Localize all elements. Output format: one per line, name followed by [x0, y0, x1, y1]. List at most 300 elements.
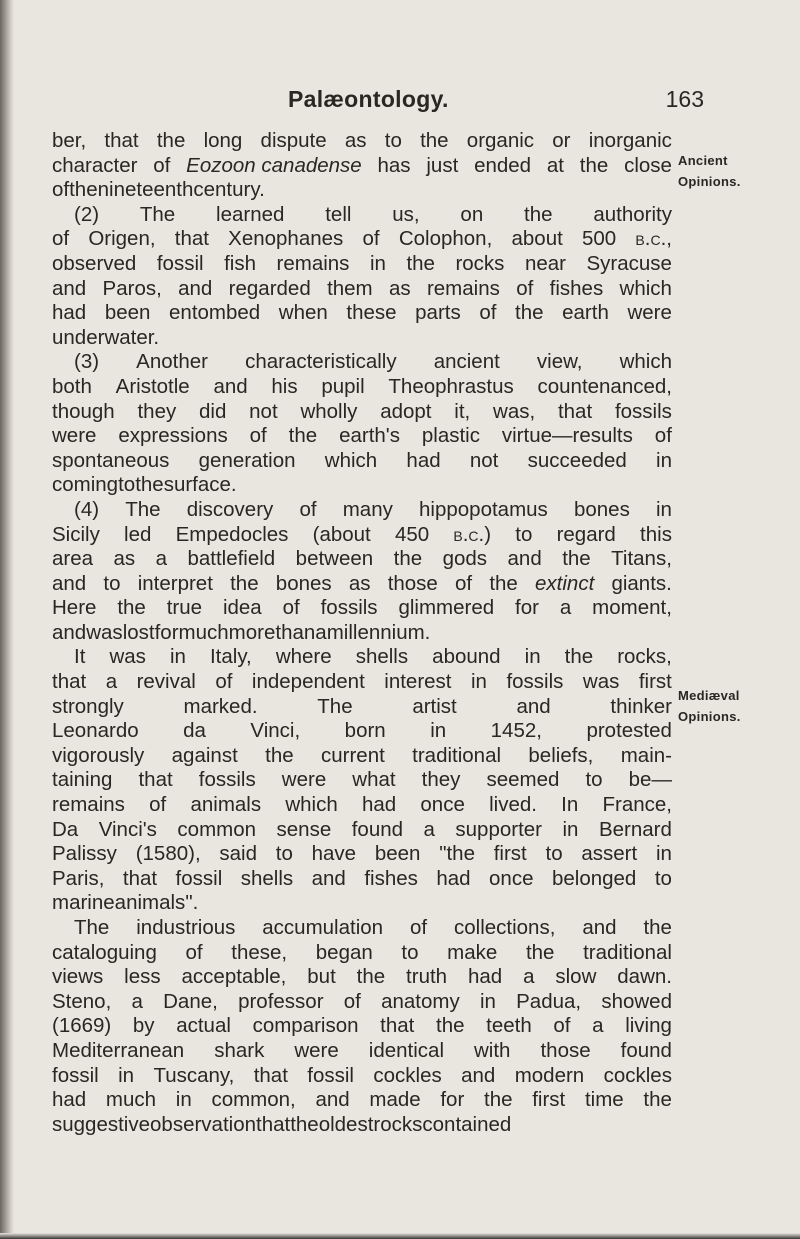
word: had — [436, 866, 471, 890]
word: (about — [312, 522, 371, 546]
text-line — [52, 227, 672, 252]
word: for — [440, 1088, 465, 1112]
word: a — [523, 965, 535, 989]
word: a — [592, 1014, 604, 1038]
margin-note-line: Opinions. — [678, 174, 741, 189]
word: abound — [432, 645, 501, 669]
text-line — [52, 375, 672, 400]
word: a — [423, 817, 435, 841]
word: the — [288, 424, 318, 448]
word: of — [455, 571, 473, 595]
word: glimmered — [398, 596, 495, 620]
word: that — [174, 227, 209, 251]
word: ) — [484, 522, 492, 546]
text-line — [52, 645, 672, 670]
word: traditional — [412, 743, 502, 767]
word: plastic — [421, 424, 480, 448]
word: Empedocles — [175, 522, 289, 546]
word: of — [149, 793, 167, 817]
word: fishes — [364, 866, 418, 890]
text-line — [52, 154, 672, 179]
word: that — [253, 1063, 288, 1087]
word: first — [532, 1088, 566, 1112]
word: fossils — [506, 670, 564, 694]
word: seemed — [486, 768, 560, 792]
word: "the — [439, 842, 475, 866]
page-bottom-edge — [0, 1233, 800, 1239]
word: once — [489, 866, 534, 890]
word: inorganic — [588, 129, 672, 152]
word: wholly — [300, 399, 358, 423]
word: ended — [474, 153, 532, 177]
word: Italy, — [209, 645, 252, 669]
margin-note-line: Opinions. — [678, 709, 741, 724]
word: belonged — [551, 866, 637, 890]
word: bones — [573, 497, 630, 521]
word: industrious — [136, 916, 236, 939]
word: adopt — [380, 399, 432, 423]
word: did — [199, 399, 227, 423]
word: character — [52, 153, 138, 177]
word: what — [352, 768, 396, 792]
word: Padua, — [516, 989, 582, 1013]
word: more — [228, 620, 276, 644]
word: the — [356, 965, 386, 989]
word: countenanced, — [537, 374, 672, 398]
word: Origen, — [88, 227, 156, 251]
word: water. — [104, 325, 160, 349]
word: and — [516, 694, 551, 718]
word: The — [139, 202, 176, 226]
word: and — [213, 374, 248, 398]
word: moment, — [592, 596, 672, 620]
word: marked. — [183, 694, 258, 718]
word: and — [178, 276, 213, 300]
word: remains — [276, 251, 350, 275]
word: as — [344, 129, 367, 152]
word: be— — [628, 768, 672, 792]
word: in — [656, 448, 672, 472]
word: common — [177, 817, 257, 841]
word: regard — [556, 522, 616, 546]
word: current — [320, 743, 385, 767]
word: and — [582, 916, 617, 939]
word: these, — [231, 940, 288, 964]
word: cockles — [603, 1063, 672, 1087]
word: modern — [514, 1063, 585, 1087]
word: the — [643, 916, 672, 939]
word: rocks — [455, 251, 505, 275]
word: of — [409, 916, 428, 939]
word: to — [118, 473, 136, 497]
word: France, — [602, 793, 672, 817]
word: had — [52, 301, 87, 325]
word: ber, — [52, 129, 87, 152]
word: surface. — [163, 473, 237, 497]
word: the — [579, 153, 609, 177]
word: the — [484, 1088, 513, 1112]
word: assert — [581, 842, 638, 866]
word: earth — [562, 301, 609, 325]
word: pupil — [321, 374, 365, 398]
word: and — [52, 571, 87, 595]
word: in — [118, 1063, 135, 1087]
word: artist — [412, 694, 457, 718]
word: truth — [406, 965, 448, 989]
word: rocks, — [617, 645, 672, 669]
text-line — [52, 1113, 672, 1138]
word: spontaneous — [52, 448, 170, 472]
word: it, — [454, 399, 471, 423]
word: the — [515, 301, 544, 325]
word: Mediterranean — [52, 1038, 185, 1062]
word: made — [369, 1088, 421, 1112]
text-line — [52, 473, 672, 498]
word: , — [666, 227, 672, 251]
word: animals — [190, 793, 262, 817]
word: in — [430, 719, 447, 743]
text-line — [52, 793, 672, 818]
word: tell — [325, 202, 352, 226]
word: fossil — [175, 866, 223, 890]
word: a — [315, 620, 327, 644]
word: have — [311, 842, 357, 866]
word: that — [52, 670, 87, 694]
word: that — [557, 399, 593, 423]
word: 450 — [394, 522, 430, 546]
word: revival — [136, 670, 196, 694]
word: in — [655, 842, 672, 866]
book-spine-shadow — [0, 0, 14, 1239]
word: cataloguing — [52, 940, 157, 964]
word: and — [315, 1088, 350, 1112]
word: Here — [52, 596, 97, 620]
word: Palissy — [52, 842, 117, 866]
word: dawn. — [617, 965, 672, 989]
word: regarded — [228, 276, 311, 300]
word: in — [169, 645, 186, 669]
small-caps-term: b.c. — [453, 522, 485, 546]
word: taining — [52, 768, 113, 792]
word: succeeded — [527, 448, 627, 472]
word: da — [183, 719, 206, 743]
word: a — [559, 596, 572, 620]
word: gods — [442, 547, 488, 571]
text-line — [52, 178, 672, 203]
word: entombed — [169, 301, 261, 325]
word: Paros, — [102, 276, 162, 300]
margin-note-ancient — [678, 153, 741, 189]
text-line — [52, 842, 672, 867]
text-line — [52, 867, 672, 892]
text-line — [52, 523, 672, 548]
margin-note-mediaeval — [678, 688, 741, 724]
word: were — [627, 301, 672, 325]
word: close — [624, 153, 672, 177]
word: professor — [238, 989, 324, 1013]
word: born — [344, 719, 386, 743]
text-line — [52, 326, 672, 351]
word: on — [460, 202, 484, 226]
word: the — [562, 547, 591, 571]
word: been — [104, 301, 151, 325]
word: make — [447, 940, 498, 964]
word: and — [52, 620, 87, 644]
italic-term: Eozoon canadense — [186, 153, 362, 177]
word: shells — [240, 866, 294, 890]
text-line — [52, 400, 672, 425]
word: supporter — [455, 817, 543, 841]
word: remains — [426, 276, 500, 300]
word: lost — [122, 620, 155, 644]
word: as — [388, 276, 411, 300]
word: was, — [493, 399, 536, 423]
page-number: 163 — [665, 86, 704, 112]
word: to — [585, 768, 603, 792]
word: Titans, — [611, 547, 672, 571]
word: for — [154, 620, 179, 644]
word: acceptable, — [181, 965, 287, 989]
word: had — [467, 965, 503, 989]
word: both — [52, 374, 92, 398]
word: were — [281, 768, 327, 792]
word: them — [327, 276, 373, 300]
word: found — [620, 1038, 672, 1062]
word: was — [86, 620, 123, 644]
word: for — [515, 596, 539, 620]
word: interest — [384, 670, 452, 694]
word: long — [203, 129, 243, 152]
word: Xenophanes — [228, 227, 344, 251]
word: those — [540, 1038, 591, 1062]
word: contained — [422, 1112, 512, 1136]
word: to — [654, 866, 672, 890]
word: against — [171, 743, 238, 767]
word: hippopotamus — [419, 497, 548, 521]
word — [453, 523, 491, 548]
word: in — [175, 1088, 192, 1112]
word: in — [562, 817, 579, 841]
word: Tuscany, — [153, 1063, 235, 1087]
word: shells — [355, 645, 409, 669]
word: once — [420, 793, 465, 817]
word: Sicily — [52, 522, 100, 546]
word: that — [122, 866, 158, 890]
text-line — [52, 670, 672, 695]
word: fossils — [320, 596, 378, 620]
text-line — [52, 277, 672, 302]
text-line — [52, 252, 672, 277]
word: accumulation — [262, 916, 384, 939]
text-line — [52, 1014, 672, 1039]
word: giants. — [611, 571, 672, 595]
word: a — [131, 989, 143, 1013]
word: (4) — [74, 497, 100, 521]
word: remains — [52, 793, 125, 817]
word: protested — [586, 719, 672, 743]
word: which — [619, 350, 672, 374]
page-header — [0, 86, 800, 120]
word: had — [406, 448, 441, 472]
word: much — [178, 620, 229, 644]
word: the — [290, 1112, 319, 1136]
word: or — [552, 129, 571, 152]
word: suggestive — [52, 1112, 151, 1136]
word — [115, 891, 199, 916]
body-text — [52, 129, 672, 1137]
word: but — [307, 965, 336, 989]
word: the — [524, 202, 553, 226]
text-line — [52, 818, 672, 843]
margin-note-line: Mediæval — [678, 688, 740, 703]
word: Vinci, — [250, 719, 301, 743]
word: less — [124, 965, 161, 989]
word: expressions — [118, 424, 228, 448]
word: in — [470, 670, 487, 694]
word: idea — [222, 596, 262, 620]
word: the — [420, 129, 449, 152]
word: of — [52, 178, 70, 202]
word: said — [219, 842, 258, 866]
text-line — [52, 424, 672, 449]
text-line — [52, 941, 672, 966]
word: beliefs, — [528, 743, 594, 767]
word: teeth — [486, 1014, 532, 1038]
word: ancient — [433, 350, 500, 374]
word: was — [582, 670, 620, 694]
word: found — [351, 817, 404, 841]
word: The — [74, 916, 110, 939]
word: the — [564, 645, 594, 669]
word: of — [249, 424, 267, 448]
word: not — [469, 448, 499, 472]
word: that — [380, 1014, 415, 1038]
word: was — [109, 645, 146, 669]
running-title: Palæontology. — [288, 86, 449, 112]
word: the — [406, 251, 435, 275]
word: interpret — [137, 571, 213, 595]
word: Syracuse — [586, 251, 672, 275]
word: earth's — [339, 424, 400, 448]
word: shark — [214, 1038, 265, 1062]
word: the — [156, 129, 186, 152]
text-line — [52, 129, 672, 154]
word: those — [387, 571, 438, 595]
word: organic — [466, 129, 535, 152]
word: 1452, — [490, 719, 542, 743]
word: parts — [415, 301, 461, 325]
word: to — [275, 842, 293, 866]
word: that — [256, 1112, 291, 1136]
word: learned — [216, 202, 285, 226]
word: in — [655, 497, 672, 521]
word: the — [489, 571, 518, 595]
word: were — [52, 424, 97, 448]
word: slow — [555, 965, 597, 989]
word: had — [52, 1088, 87, 1112]
word: fossils — [614, 399, 672, 423]
word: and — [461, 1063, 496, 1087]
text-line — [52, 695, 672, 720]
word: they — [421, 768, 461, 792]
word: independent — [251, 670, 365, 694]
word: vigorously — [52, 743, 145, 767]
word: collections, — [454, 916, 556, 939]
word: to — [103, 571, 121, 595]
word: of — [299, 497, 317, 521]
word: the — [265, 743, 294, 767]
word: bones — [275, 571, 332, 595]
word: a — [155, 547, 167, 571]
word: actual — [176, 1014, 231, 1038]
word: fossil — [307, 1063, 354, 1087]
word: views — [52, 965, 104, 989]
word: (1669) — [52, 1014, 112, 1038]
word: authority — [593, 202, 672, 226]
italic-term: extinct — [535, 571, 595, 595]
word: when — [278, 301, 328, 325]
word: these — [346, 301, 397, 325]
text-line — [52, 350, 672, 375]
word: generation — [198, 448, 296, 472]
word: of — [282, 596, 300, 620]
word: battlefield — [187, 547, 276, 571]
word: they — [137, 399, 177, 423]
word: were — [294, 1038, 339, 1062]
word: the — [643, 1088, 672, 1112]
word: though — [52, 399, 115, 423]
word: which — [324, 448, 378, 472]
word: and — [507, 547, 542, 571]
word: The — [317, 694, 353, 718]
word: showed — [601, 989, 672, 1013]
word: identical — [368, 1038, 444, 1062]
word: of — [553, 1014, 571, 1038]
word: (1580), — [135, 842, 201, 866]
word: that — [138, 768, 173, 792]
word: in — [369, 251, 386, 275]
word: main- — [620, 743, 672, 767]
word: lived. — [489, 793, 537, 817]
word: characteristically — [245, 350, 397, 374]
word: In — [561, 793, 579, 817]
word: just — [426, 153, 459, 177]
word: anatomy — [381, 989, 460, 1013]
word: common, — [211, 1088, 296, 1112]
word: a — [105, 670, 118, 694]
word: fishes — [549, 276, 604, 300]
word: about — [511, 227, 563, 251]
word: sense — [276, 817, 332, 841]
word: under — [52, 325, 105, 349]
word: cockles — [373, 1063, 442, 1087]
text-line — [52, 449, 672, 474]
word: marine — [52, 891, 115, 915]
word: to — [545, 842, 563, 866]
word: had — [361, 793, 397, 817]
word: of — [654, 424, 672, 448]
word: of — [343, 989, 361, 1013]
word: in — [479, 989, 496, 1013]
word: of — [153, 153, 171, 177]
word: fossil — [156, 251, 204, 275]
word: which — [619, 276, 672, 300]
word: true — [166, 596, 203, 620]
word: Vinci's — [98, 817, 157, 841]
word: Theophrastus — [388, 374, 514, 398]
text-line — [52, 572, 672, 597]
word: where — [275, 645, 332, 669]
